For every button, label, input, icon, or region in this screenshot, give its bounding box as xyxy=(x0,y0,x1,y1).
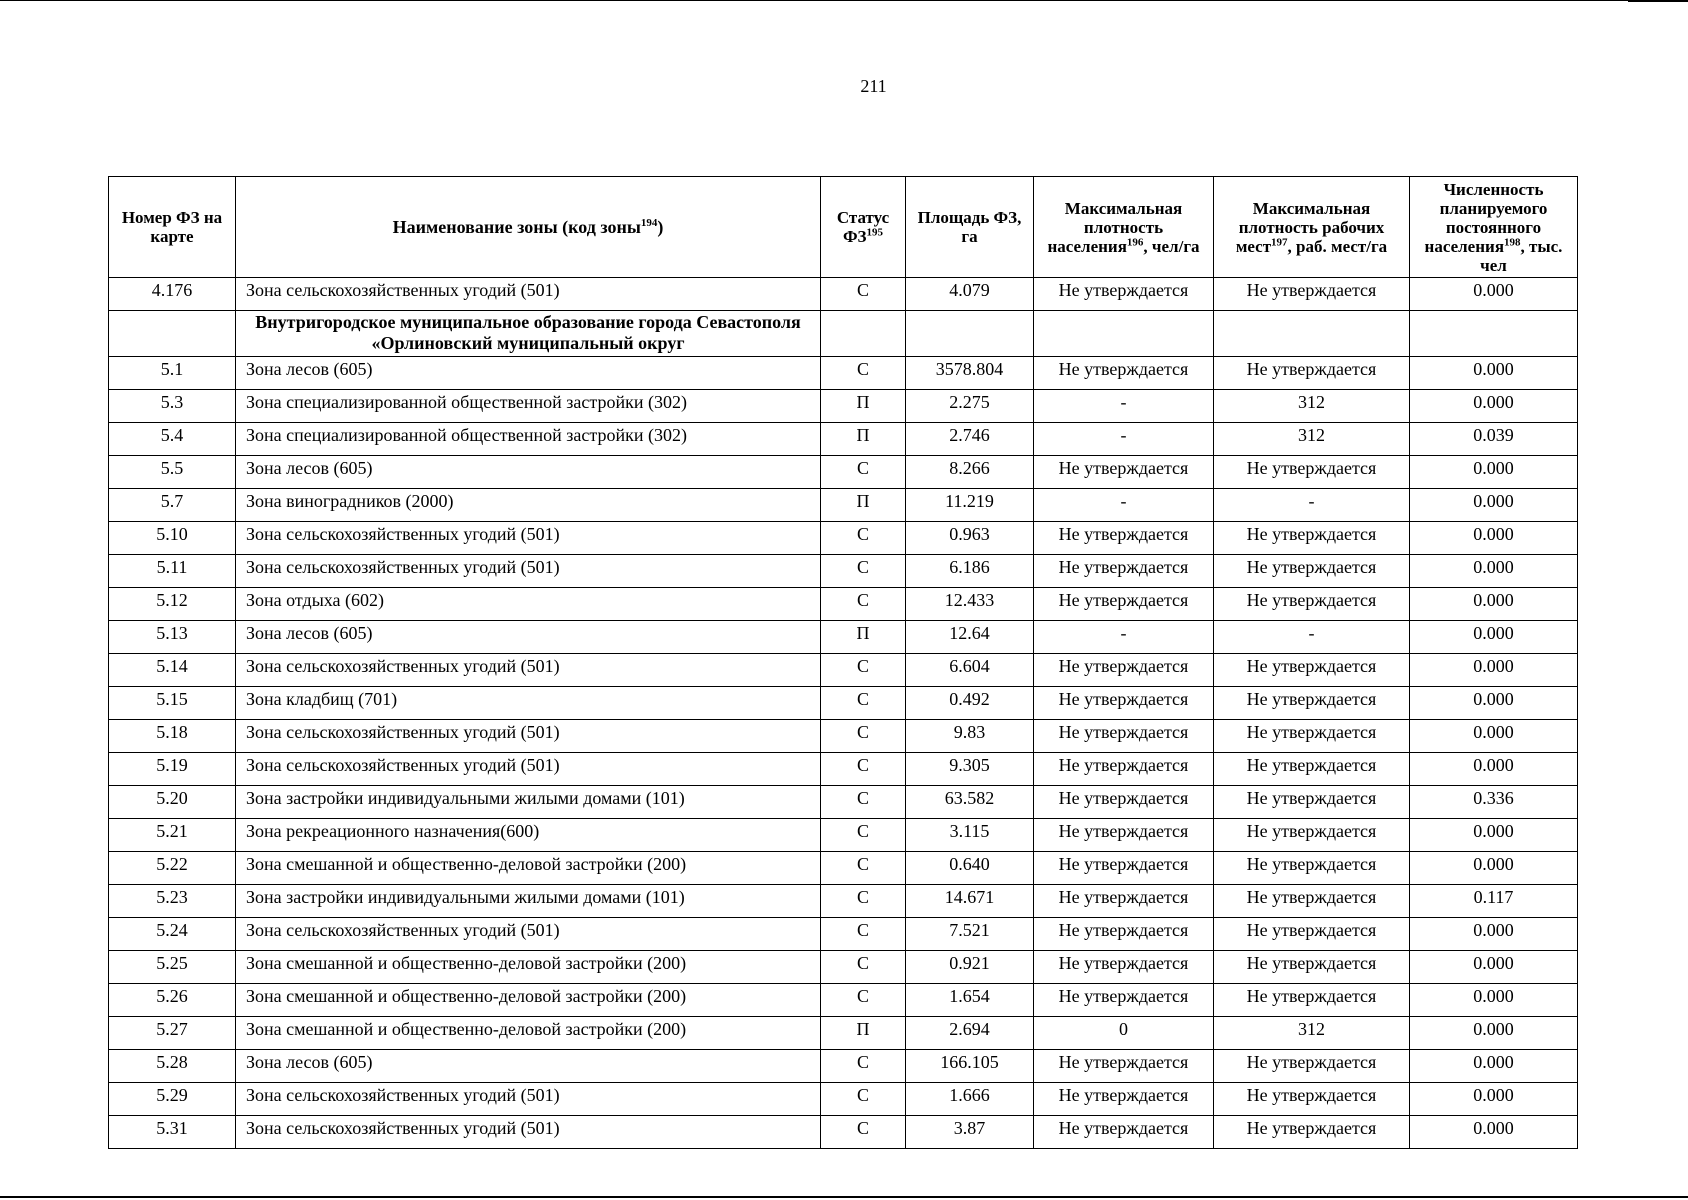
cell-workplace-density: Не утверждается xyxy=(1214,852,1410,885)
cell-zone-name: Зона сельскохозяйственных угодий (501) xyxy=(236,918,821,951)
cell-zone-number: 5.7 xyxy=(109,489,236,522)
cell-zone-name: Зона смешанной и общественно-деловой застройки (200) xyxy=(236,1017,821,1050)
cell-area: 0.640 xyxy=(906,852,1034,885)
cell-planned-population: 0.000 xyxy=(1410,1083,1578,1116)
cell-zone-number: 5.5 xyxy=(109,456,236,489)
table-row xyxy=(109,1116,1578,1149)
cell-population-density: Не утверждается xyxy=(1034,278,1214,311)
table-row xyxy=(109,489,1578,522)
bottom-border-line xyxy=(0,1196,1688,1198)
cell-planned-population: 0.000 xyxy=(1410,278,1578,311)
cell-zone-number: 5.13 xyxy=(109,621,236,654)
cell-workplace-density: Не утверждается xyxy=(1214,951,1410,984)
cell-status: С xyxy=(821,852,906,885)
header-zone-name: Наименование зоны (код зоны$^{194}$) xyxy=(236,177,821,278)
cell-status: С xyxy=(821,687,906,720)
table-row xyxy=(109,720,1578,753)
header-workplace-density: Максимальная плотность рабочих мест$^{197}$, раб. мест/га xyxy=(1214,177,1410,278)
table-row xyxy=(109,423,1578,456)
cell-planned-population: 0.000 xyxy=(1410,1116,1578,1149)
cell-workplace-density: 312 xyxy=(1214,1017,1410,1050)
cell-workplace-density: 312 xyxy=(1214,390,1410,423)
cell-area: 14.671 xyxy=(906,885,1034,918)
cell-zone-number: 5.22 xyxy=(109,852,236,885)
cell-zone-name: Зона кладбищ (701) xyxy=(236,687,821,720)
header-zone-number: Номер ФЗ на карте xyxy=(109,177,236,278)
table-row xyxy=(109,918,1578,951)
municipality-group-title: Внутригородское муниципальное образование города Севастополя «Орлиновский муниципальный округ xyxy=(236,311,821,357)
cell-population-density: Не утверждается xyxy=(1034,654,1214,687)
cell-empty xyxy=(109,311,236,357)
cell-zone-name: Зона смешанной и общественно-деловой застройки (200) xyxy=(236,852,821,885)
table-row xyxy=(109,278,1578,311)
cell-workplace-density: Не утверждается xyxy=(1214,687,1410,720)
cell-area: 2.275 xyxy=(906,390,1034,423)
group-title-row xyxy=(109,311,1578,357)
cell-zone-name: Зона лесов (605) xyxy=(236,357,821,390)
cell-zone-number: 5.31 xyxy=(109,1116,236,1149)
cell-zone-name: Зона виноградников (2000) xyxy=(236,489,821,522)
cell-population-density: - xyxy=(1034,390,1214,423)
table-row xyxy=(109,819,1578,852)
cell-zone-number: 5.26 xyxy=(109,984,236,1017)
cell-population-density: 0 xyxy=(1034,1017,1214,1050)
cell-zone-name: Зона отдыха (602) xyxy=(236,588,821,621)
cell-population-density: Не утверждается xyxy=(1034,951,1214,984)
cell-workplace-density: Не утверждается xyxy=(1214,456,1410,489)
cell-area: 1.666 xyxy=(906,1083,1034,1116)
cell-status: С xyxy=(821,278,906,311)
cell-zone-name: Зона застройки индивидуальными жилыми домами (101) xyxy=(236,885,821,918)
cell-status: С xyxy=(821,456,906,489)
cell-status: С xyxy=(821,588,906,621)
cell-planned-population: 0.000 xyxy=(1410,390,1578,423)
cell-workplace-density: - xyxy=(1214,621,1410,654)
top-corner-mark xyxy=(1628,0,1688,2)
cell-population-density: Не утверждается xyxy=(1034,456,1214,489)
cell-population-density: Не утверждается xyxy=(1034,687,1214,720)
cell-planned-population: 0.000 xyxy=(1410,654,1578,687)
cell-zone-number: 5.19 xyxy=(109,753,236,786)
cell-population-density: Не утверждается xyxy=(1034,522,1214,555)
cell-population-density: - xyxy=(1034,489,1214,522)
top-border-line xyxy=(0,0,1688,1)
cell-workplace-density: Не утверждается xyxy=(1214,1050,1410,1083)
cell-status: П xyxy=(821,1017,906,1050)
cell-area: 3.115 xyxy=(906,819,1034,852)
cell-status: С xyxy=(821,819,906,852)
cell-zone-name: Зона смешанной и общественно-деловой застройки (200) xyxy=(236,984,821,1017)
cell-zone-number: 5.11 xyxy=(109,555,236,588)
table-header-row xyxy=(109,177,1578,278)
cell-area: 8.266 xyxy=(906,456,1034,489)
cell-planned-population: 0.000 xyxy=(1410,819,1578,852)
cell-zone-number: 4.176 xyxy=(109,278,236,311)
cell-population-density: - xyxy=(1034,423,1214,456)
cell-zone-name: Зона лесов (605) xyxy=(236,456,821,489)
cell-workplace-density: Не утверждается xyxy=(1214,984,1410,1017)
table-row xyxy=(109,687,1578,720)
cell-population-density: Не утверждается xyxy=(1034,984,1214,1017)
cell-population-density: Не утверждается xyxy=(1034,1050,1214,1083)
cell-zone-name: Зона сельскохозяйственных угодий (501) xyxy=(236,753,821,786)
cell-zone-number: 5.29 xyxy=(109,1083,236,1116)
cell-zone-name: Зона лесов (605) xyxy=(236,1050,821,1083)
table-row xyxy=(109,588,1578,621)
cell-workplace-density: Не утверждается xyxy=(1214,885,1410,918)
cell-planned-population: 0.000 xyxy=(1410,984,1578,1017)
cell-workplace-density: Не утверждается xyxy=(1214,555,1410,588)
table-row xyxy=(109,1050,1578,1083)
cell-status: П xyxy=(821,423,906,456)
cell-planned-population: 0.000 xyxy=(1410,720,1578,753)
cell-empty xyxy=(1410,311,1578,357)
header-status: Статус ФЗ$^{195}$ xyxy=(821,177,906,278)
cell-planned-population: 0.000 xyxy=(1410,555,1578,588)
cell-area: 3.87 xyxy=(906,1116,1034,1149)
table-row xyxy=(109,621,1578,654)
table-row xyxy=(109,786,1578,819)
cell-zone-name: Зона лесов (605) xyxy=(236,621,821,654)
cell-planned-population: 0.000 xyxy=(1410,357,1578,390)
cell-status: С xyxy=(821,555,906,588)
cell-population-density: Не утверждается xyxy=(1034,753,1214,786)
cell-empty xyxy=(1034,311,1214,357)
cell-zone-number: 5.15 xyxy=(109,687,236,720)
cell-workplace-density: Не утверждается xyxy=(1214,654,1410,687)
cell-population-density: Не утверждается xyxy=(1034,357,1214,390)
cell-workplace-density: Не утверждается xyxy=(1214,720,1410,753)
cell-population-density: Не утверждается xyxy=(1034,555,1214,588)
page-number: 211 xyxy=(860,76,887,96)
cell-planned-population: 0.000 xyxy=(1410,1050,1578,1083)
cell-planned-population: 0.000 xyxy=(1410,522,1578,555)
cell-empty xyxy=(906,311,1034,357)
cell-status: С xyxy=(821,522,906,555)
cell-workplace-density: Не утверждается xyxy=(1214,1083,1410,1116)
cell-zone-number: 5.4 xyxy=(109,423,236,456)
cell-area: 0.921 xyxy=(906,951,1034,984)
cell-planned-population: 0.000 xyxy=(1410,753,1578,786)
cell-population-density: Не утверждается xyxy=(1034,786,1214,819)
cell-planned-population: 0.000 xyxy=(1410,456,1578,489)
cell-zone-number: 5.23 xyxy=(109,885,236,918)
cell-zone-number: 5.21 xyxy=(109,819,236,852)
cell-status: П xyxy=(821,489,906,522)
cell-zone-number: 5.27 xyxy=(109,1017,236,1050)
cell-status: С xyxy=(821,1050,906,1083)
cell-zone-number: 5.24 xyxy=(109,918,236,951)
cell-planned-population: 0.000 xyxy=(1410,588,1578,621)
cell-zone-name: Зона сельскохозяйственных угодий (501) xyxy=(236,278,821,311)
cell-zone-number: 5.14 xyxy=(109,654,236,687)
cell-workplace-density: Не утверждается xyxy=(1214,588,1410,621)
cell-area: 0.963 xyxy=(906,522,1034,555)
cell-zone-name: Зона сельскохозяйственных угодий (501) xyxy=(236,654,821,687)
header-population-density: Максимальная плотность населения$^{196}$, чел/га xyxy=(1034,177,1214,278)
zones-table xyxy=(108,176,1578,1149)
table-row xyxy=(109,984,1578,1017)
cell-population-density: Не утверждается xyxy=(1034,1116,1214,1149)
cell-zone-name: Зона смешанной и общественно-деловой застройки (200) xyxy=(236,951,821,984)
table-row xyxy=(109,357,1578,390)
table-row xyxy=(109,654,1578,687)
cell-zone-name: Зона сельскохозяйственных угодий (501) xyxy=(236,555,821,588)
cell-zone-name: Зона специализированной общественной застройки (302) xyxy=(236,390,821,423)
cell-workplace-density: Не утверждается xyxy=(1214,918,1410,951)
cell-area: 12.64 xyxy=(906,621,1034,654)
cell-area: 7.521 xyxy=(906,918,1034,951)
header-area: Площадь ФЗ, га xyxy=(906,177,1034,278)
cell-status: С xyxy=(821,720,906,753)
cell-area: 166.105 xyxy=(906,1050,1034,1083)
cell-area: 2.694 xyxy=(906,1017,1034,1050)
cell-zone-number: 5.25 xyxy=(109,951,236,984)
table-row xyxy=(109,1017,1578,1050)
cell-workplace-density: Не утверждается xyxy=(1214,278,1410,311)
cell-area: 12.433 xyxy=(906,588,1034,621)
cell-area: 9.83 xyxy=(906,720,1034,753)
table-row xyxy=(109,753,1578,786)
cell-zone-number: 5.1 xyxy=(109,357,236,390)
cell-area: 63.582 xyxy=(906,786,1034,819)
cell-workplace-density: Не утверждается xyxy=(1214,522,1410,555)
cell-population-density: Не утверждается xyxy=(1034,885,1214,918)
cell-area: 3578.804 xyxy=(906,357,1034,390)
table-row xyxy=(109,390,1578,423)
cell-area: 9.305 xyxy=(906,753,1034,786)
cell-population-density: Не утверждается xyxy=(1034,720,1214,753)
cell-empty xyxy=(821,311,906,357)
cell-planned-population: 0.000 xyxy=(1410,621,1578,654)
cell-status: С xyxy=(821,753,906,786)
cell-zone-name: Зона сельскохозяйственных угодий (501) xyxy=(236,1116,821,1149)
cell-population-density: Не утверждается xyxy=(1034,918,1214,951)
cell-workplace-density: - xyxy=(1214,489,1410,522)
header-planned-population: Численность планируемого постоянного населения$^{198}$, тыс. чел xyxy=(1410,177,1578,278)
cell-status: П xyxy=(821,621,906,654)
cell-workplace-density: Не утверждается xyxy=(1214,357,1410,390)
cell-zone-name: Зона застройки индивидуальными жилыми домами (101) xyxy=(236,786,821,819)
cell-area: 4.079 xyxy=(906,278,1034,311)
cell-planned-population: 0.000 xyxy=(1410,951,1578,984)
cell-status: С xyxy=(821,1116,906,1149)
cell-population-density: Не утверждается xyxy=(1034,852,1214,885)
cell-area: 0.492 xyxy=(906,687,1034,720)
cell-planned-population: 0.000 xyxy=(1410,489,1578,522)
cell-zone-number: 5.28 xyxy=(109,1050,236,1083)
cell-planned-population: 0.000 xyxy=(1410,1017,1578,1050)
table-row xyxy=(109,1083,1578,1116)
cell-status: С xyxy=(821,951,906,984)
cell-status: С xyxy=(821,918,906,951)
cell-workplace-density: Не утверждается xyxy=(1214,753,1410,786)
cell-population-density: - xyxy=(1034,621,1214,654)
cell-empty xyxy=(1214,311,1410,357)
cell-planned-population: 0.000 xyxy=(1410,918,1578,951)
cell-status: С xyxy=(821,984,906,1017)
cell-status: С xyxy=(821,1083,906,1116)
cell-area: 11.219 xyxy=(906,489,1034,522)
table-row xyxy=(109,522,1578,555)
cell-workplace-density: 312 xyxy=(1214,423,1410,456)
cell-zone-name: Зона сельскохозяйственных угодий (501) xyxy=(236,720,821,753)
cell-status: С xyxy=(821,885,906,918)
cell-workplace-density: Не утверждается xyxy=(1214,1116,1410,1149)
cell-population-density: Не утверждается xyxy=(1034,1083,1214,1116)
cell-planned-population: 0.336 xyxy=(1410,786,1578,819)
cell-area: 6.186 xyxy=(906,555,1034,588)
cell-status: С xyxy=(821,357,906,390)
cell-status: П xyxy=(821,390,906,423)
table-row xyxy=(109,951,1578,984)
cell-planned-population: 0.039 xyxy=(1410,423,1578,456)
cell-zone-number: 5.10 xyxy=(109,522,236,555)
cell-zone-name: Зона специализированной общественной застройки (302) xyxy=(236,423,821,456)
cell-zone-number: 5.20 xyxy=(109,786,236,819)
cell-area: 2.746 xyxy=(906,423,1034,456)
cell-planned-population: 0.000 xyxy=(1410,687,1578,720)
cell-population-density: Не утверждается xyxy=(1034,819,1214,852)
cell-zone-name: Зона сельскохозяйственных угодий (501) xyxy=(236,522,821,555)
cell-zone-number: 5.12 xyxy=(109,588,236,621)
cell-workplace-density: Не утверждается xyxy=(1214,786,1410,819)
cell-status: С xyxy=(821,654,906,687)
table-row xyxy=(109,885,1578,918)
cell-area: 6.604 xyxy=(906,654,1034,687)
table-row xyxy=(109,456,1578,489)
cell-zone-name: Зона рекреационного назначения(600) xyxy=(236,819,821,852)
cell-workplace-density: Не утверждается xyxy=(1214,819,1410,852)
cell-zone-name: Зона сельскохозяйственных угодий (501) xyxy=(236,1083,821,1116)
cell-planned-population: 0.000 xyxy=(1410,852,1578,885)
cell-zone-number: 5.3 xyxy=(109,390,236,423)
cell-planned-population: 0.117 xyxy=(1410,885,1578,918)
cell-zone-number: 5.18 xyxy=(109,720,236,753)
cell-area: 1.654 xyxy=(906,984,1034,1017)
table-row xyxy=(109,852,1578,885)
cell-status: С xyxy=(821,786,906,819)
table-row xyxy=(109,555,1578,588)
cell-population-density: Не утверждается xyxy=(1034,588,1214,621)
